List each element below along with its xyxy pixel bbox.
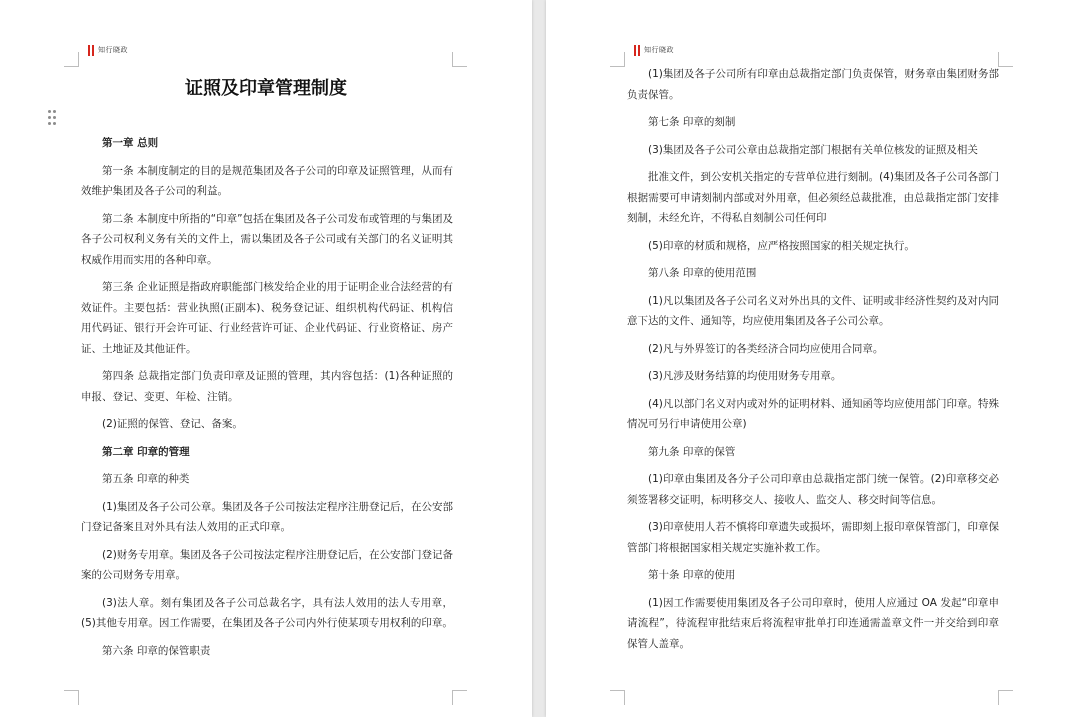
paragraph: (2)财务专用章。集团及各子公司按法定程序注册登记后，在公安部门登记备案的公司财务专用章。 <box>81 548 453 581</box>
document-page-left <box>0 0 532 717</box>
paragraph: (3)印章使用人若不慎将印章遗失或损坏，需即刻上报印章保管部门，印章保管部门将根据国家相关规定实施补救工作。 <box>627 521 999 554</box>
paragraph: (1)集团及各子公司所有印章由总裁指定部门负责保管，财务章由集团财务部负责保管。 <box>627 68 999 101</box>
paragraph: (5)印章的材质和规格，应严格按照国家的相关规定执行。 <box>648 239 915 252</box>
margin-corner-mark <box>452 690 467 705</box>
margin-corner-mark <box>452 52 467 67</box>
paragraph: 第十条 印章的使用 <box>648 569 736 581</box>
paragraph: (1)集团及各子公司公章。集团及各子公司按法定程序注册登记后，在公安部门登记备案且对外具有法人效用的正式印章。 <box>81 500 453 533</box>
document-title: 证照及印章管理制度 <box>185 78 347 99</box>
paragraph: (3)凡涉及财务结算的均使用财务专用章。 <box>648 370 842 382</box>
paragraph: 第五条 印章的种类 <box>102 473 190 485</box>
chapter-heading: 第一章 总则 <box>102 137 159 149</box>
paragraph: 第七条 印章的刻制 <box>648 116 736 128</box>
paragraph: 第二条 本制度中所指的“印章”包括在集团及各子公司发布或管理的与集团及各子公司权利义务有关的文件上，需以集团及各子公司或有关部门的名义证明其权威作用而实用的各种印章。 <box>81 212 453 266</box>
chapter-heading: 第二章 印章的管理 <box>102 445 190 458</box>
paragraph: (3)集团及各子公司公章由总裁指定部门根据有关单位核发的证照及相关 <box>648 143 978 156</box>
margin-corner-mark <box>610 52 625 67</box>
paragraph: (1)凡以集团及各子公司名义对外出具的文件、证明或非经济性契约及对内同意下达的文件、通知等，均应使用集团及各子公司公章。 <box>627 294 999 327</box>
paragraph: 第九条 印章的保管 <box>648 445 736 458</box>
document-body-right[interactable] <box>627 64 999 661</box>
paragraph: 第八条 印章的使用范围 <box>648 267 757 279</box>
margin-corner-mark <box>998 690 1013 705</box>
margin-corner-mark <box>998 52 1013 67</box>
paragraph: (2)凡与外界签订的各类经济合同均应使用合同章。 <box>648 342 884 355</box>
paragraph: 第一条 本制度制定的目的是规范集团及各子公司的印章及证照管理，从而有效维护集团及各子公司的利益。 <box>81 164 453 197</box>
paragraph: 第六条 印章的保管职责 <box>102 644 211 657</box>
paragraph: (1)印章由集团及各分子公司印章由总裁指定部门统一保管。(2)印章移交必须签署移交证明，标明移交人、接收人、监交人、移交时间等信息。 <box>627 473 999 506</box>
paragraph: (1)因工作需要使用集团及各子公司印章时，使用人应通过 OA 发起“印章申请流程”，待流程审批结束后将流程审批单打印连通需盖章文件一并交给到印章保管人盖章。 <box>627 596 999 650</box>
brand-name: 知行晓政 <box>98 46 128 54</box>
drag-handle-icon[interactable] <box>48 110 58 126</box>
paragraph: 批准文件，到公安机关指定的专营单位进行刻制。(4)集团及各子公司各部门根据需要可申请刻制内部或对外用章，但必须经总裁批准，由总裁指定部门安排刻制，未经允许，不得私自刻制公司任何印 <box>627 171 999 224</box>
paragraph: (3)法人章。刻有集团及各子公司总裁名字，具有法人效用的法人专用章，(5)其他专用章。因工作需要，在集团及各子公司内外行使某项专用权利的印章。 <box>81 596 453 629</box>
margin-corner-mark <box>610 690 625 705</box>
margin-corner-mark <box>64 690 79 705</box>
document-page-right <box>546 0 1080 717</box>
document-body-left[interactable] <box>81 133 453 668</box>
paragraph: (4)凡以部门名义对内或对外的证明材料、通知函等均应使用部门印章。特殊情况可另行申请使用公章) <box>627 397 999 430</box>
brand-logo-icon <box>634 45 640 56</box>
margin-corner-mark <box>64 52 79 67</box>
paragraph: (2)证照的保管、登记、备案。 <box>102 418 243 430</box>
paragraph: 第三条 企业证照是指政府职能部门核发给企业的用于证明企业合法经营的有效证件。主要包括：营业执照(正副本)、税务登记证、组织机构代码证、机构信用代码证、银行开会许可证、行业经营许可证、企业代码证、行业资格证、房产证、土地证及其他证件。 <box>81 281 453 355</box>
header-brand <box>88 44 128 56</box>
brand-name: 知行晓政 <box>644 46 674 54</box>
paragraph: 第四条 总裁指定部门负责印章及证照的管理，其内容包括：(1)各种证照的申报、登记、变更、年检、注销。 <box>81 370 453 403</box>
header-brand <box>634 44 674 56</box>
brand-logo-icon <box>88 45 94 56</box>
